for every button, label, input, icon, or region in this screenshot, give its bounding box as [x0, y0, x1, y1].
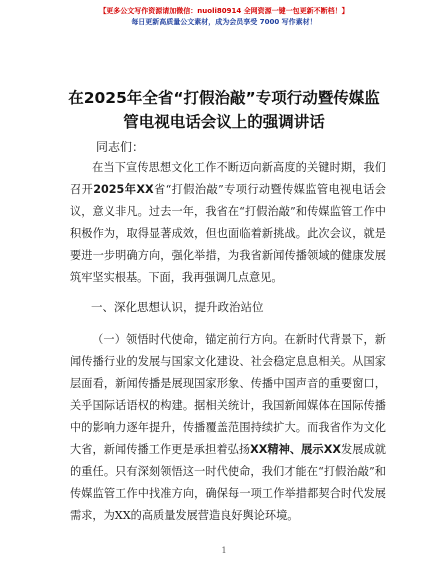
title-line2: 管电视电话会议上的强调讲话: [123, 113, 325, 131]
section-heading-1: 一、深化思想认识，提升政治站位: [91, 300, 264, 314]
page-number: 1: [221, 546, 227, 555]
promo-banner-line1: 【更多公文写作资源请加微信：nuoli80914 全网资源一键一包更新不断档！】: [99, 7, 349, 15]
paragraph-intro-bold: 2025年XX: [93, 183, 154, 196]
paragraph-section-1-c: 发展成就的重任。只有深刻领悟这一时代使命，我们才能在“打假治敲”和传媒监管工作中找准方向，确保每一项工作举措都契合时代发展需求，为XX的高质量发展营造良好舆论环境。: [70, 443, 386, 522]
title-line1: 在2025年全省“打假治敲”专项行动暨传媒监: [68, 89, 380, 107]
paragraph-section-1: [70, 329, 386, 527]
paragraph-intro: [70, 157, 386, 289]
promo-banner: [0, 6, 448, 28]
paragraph-section-1-a: （一）领悟时代使命，锚定前行方向。在新时代背景下，新闻传播行业的发展与国家文化建设、社会稳定息息相关。从国家层面看，新闻传播是展现国家形象、传播中国声音的重要窗口，关乎国际话语权的构建。据相关统计，我国新闻媒体在国际传播中的影响力逐年提升，传播覆盖范围持续扩大。而我省作为文化大省，新闻传播工作更是承担着弘扬: [70, 333, 386, 456]
paragraph-section-1-bold: XX精神、展示XX: [250, 443, 341, 456]
promo-banner-line2: 每日更新高质量公文素材，成为会员享受 7000 写作素材！: [131, 18, 317, 26]
salutation: 同志们：: [96, 140, 145, 154]
paragraph-intro-a: 在当下宣传思想文化工作不断迈向新高度的关键时期，我们召开: [70, 161, 386, 196]
document-title: [0, 86, 448, 134]
paragraph-intro-c: 省“打假治敲”专项行动暨传媒监管电视电话会议，意义非凡。过去一年，我省在“打假治敲”和传媒监管工作中积极作为，取得显著成效，但也面临着新挑战。此次会议，就是要进一步明确方向，强化举措，为我省新闻传播领域的健康发展筑牢坚实根基。下面，我再强调几点意见。: [70, 183, 386, 284]
